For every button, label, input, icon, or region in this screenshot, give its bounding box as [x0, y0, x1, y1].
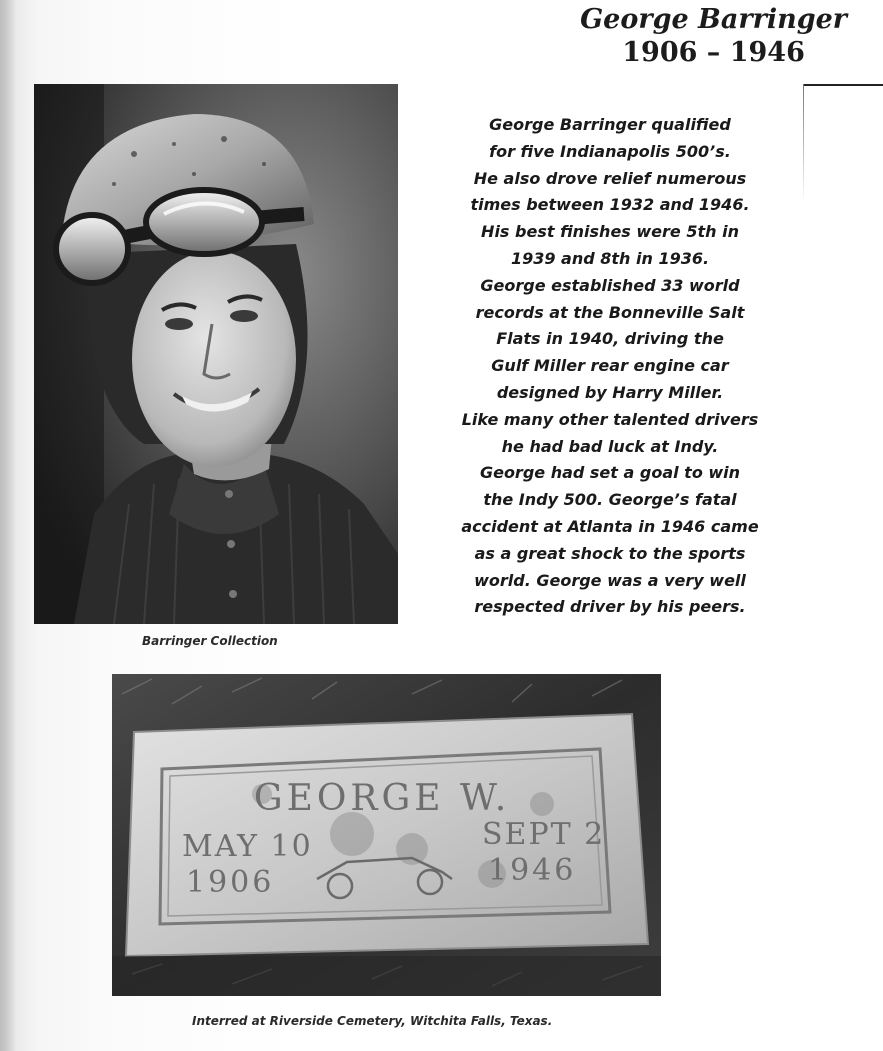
- biography-text: [430, 112, 790, 621]
- bio-line: he had bad luck at Indy.: [501, 436, 719, 456]
- bio-line: the Indy 500. George’s fatal: [483, 490, 737, 510]
- bio-line: Flats in 1940, driving the: [496, 329, 724, 349]
- page-spine-shadow: [0, 0, 16, 1051]
- page-title: [580, 4, 847, 70]
- bio-line: George had set a goal to win: [479, 463, 741, 483]
- gravestone-birth-date: MAY 10: [182, 829, 313, 864]
- bio-line: records at the Bonneville Salt: [475, 302, 745, 322]
- bio-line: as a great shock to the sports: [474, 543, 746, 563]
- bio-line: George established 33 world: [480, 275, 740, 295]
- title-name: George Barringer: [580, 4, 847, 35]
- bio-line: George Barringer qualified: [489, 115, 731, 134]
- bio-line: world. George was a very well: [474, 570, 746, 590]
- gravestone-death-date: SEPT 2: [482, 817, 606, 852]
- bio-line: times between 1932 and 1946.: [470, 195, 750, 215]
- bio-line: He also drove relief numerous: [473, 168, 747, 188]
- gravestone-name: GEORGE W.: [253, 778, 511, 819]
- gravestone-photo: [112, 674, 661, 996]
- gravestone-death-year: 1946: [488, 853, 577, 888]
- bio-line: for five Indianapolis 500’s.: [489, 141, 731, 161]
- title-rule-vertical: [803, 84, 804, 204]
- bio-line: accident at Atlanta in 1946 came: [461, 516, 759, 536]
- gravestone-birth-year: 1906: [186, 865, 275, 900]
- title-years: 1906 – 1946: [622, 36, 805, 68]
- bio-line: 1939 and 8th in 1936.: [510, 248, 710, 268]
- gravestone-caption: Interred at Riverside Cemetery, Witchita Falls, Texas.: [192, 1014, 553, 1028]
- bio-line: Like many other talented drivers: [461, 409, 759, 429]
- title-rule: [803, 84, 883, 86]
- portrait-caption: Barringer Collection: [142, 634, 278, 648]
- bio-line: respected driver by his peers.: [474, 597, 746, 617]
- bio-line: designed by Harry Miller.: [496, 382, 724, 402]
- bio-line: Gulf Miller rear engine car: [491, 356, 729, 376]
- driver-portrait-photo: [34, 84, 398, 624]
- bio-line: His best finishes were 5th in: [481, 222, 739, 242]
